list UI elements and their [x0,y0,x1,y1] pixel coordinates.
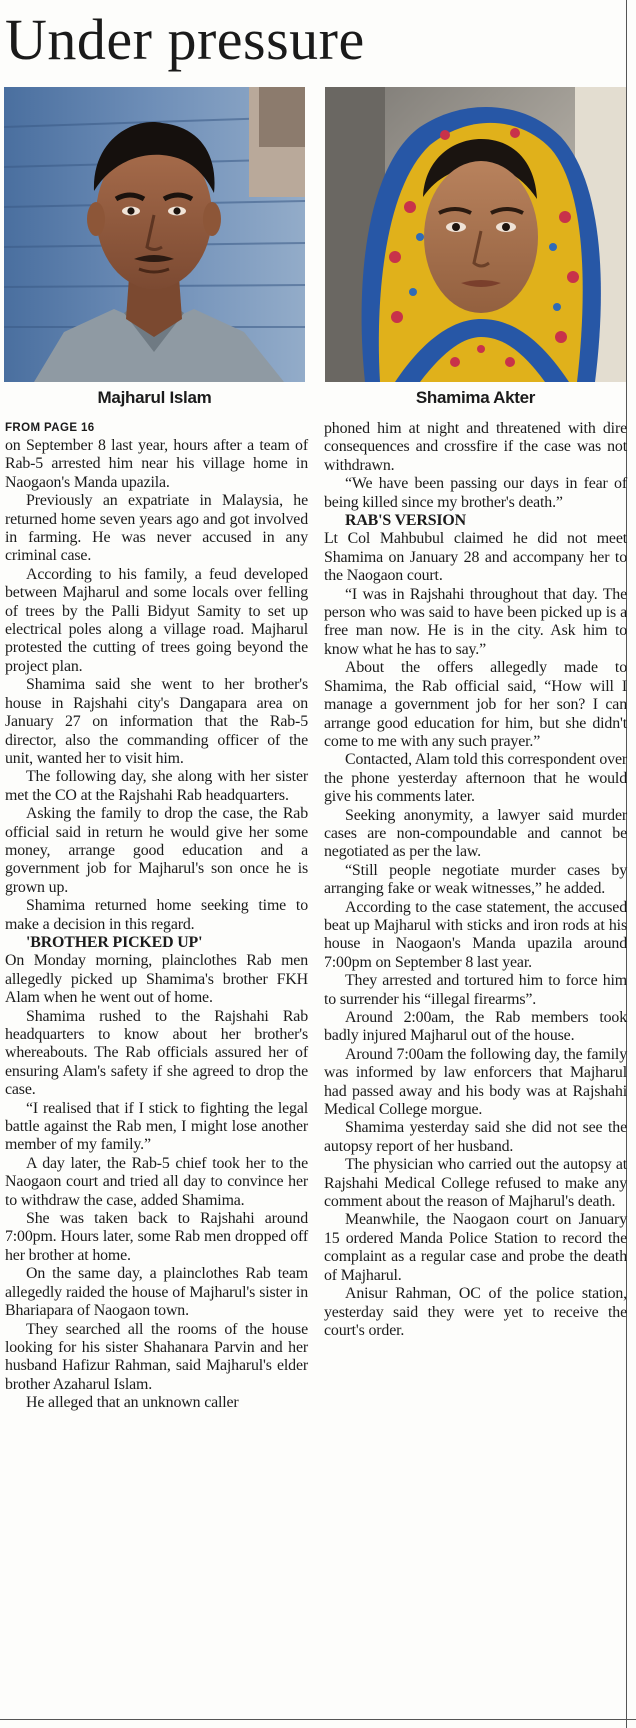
column-rule-bottom [0,1719,636,1720]
paragraph: on September 8 last year, hours after a team of Rab-5 arrested him near his village home in Naogaon's Manda upazila. [5,437,308,491]
paragraph: Contacted, Alam told this correspondent over the phone yesterday afternoon that he would give his comments later. [324,751,628,806]
dateline: FROM PAGE 16 [5,422,95,434]
paragraph: “I realised that if I stick to fighting the legal battle against the Rab men, I might lose another member of my family.” [5,1099,308,1154]
paragraph: Shamima said she went to her brother's house in Rajshahi city's Dangapara area on January 27 on information that the Rab-5 director, also the commanding officer of the unit, wanted her to visit him. [5,676,308,767]
photo-caption-majharul: Majharul Islam [97,388,212,407]
paragraph: About the offers allegedly made to Shamima, the Rab official said, “How will I manage a government job for her son? I can arrange good education for him, but she didn't come to me with any such prayer.” [324,659,627,750]
paragraph: Previously an expatriate in Malaysia, he returned home seven years ago and got involved in farming. He was never accused in any criminal case. [5,492,308,565]
subhead-rabs-version: RAB'S VERSION [345,512,466,530]
paragraph: Lt Col Mahbubul claimed he did not meet Shamima on January 28 and accompany her to the Naogaon court. [324,530,627,585]
paragraph: Shamima rushed to the Rajshahi Rab headquarters to know about her brother's whereabouts. The Rab officials assured her of ensuring Alam's safety if she agreed to drop the case. [5,1007,308,1099]
paragraph: Shamima returned home seeking time to make a decision in this regard. [5,897,308,933]
paragraph: She was taken back to Rajshahi around 7:00pm. Hours later, some Rab men dropped off her brother at home. [5,1210,308,1264]
paragraph: phoned him at night and threatened with dire consequences and crossfire if the case was not withdrawn. [324,420,627,474]
paragraph: “I was in Rajshahi throughout that day. The person who was said to have been picked up is a free man now. He is in the city. Ask him to know what he has to say.” [324,585,627,658]
paragraph: On the same day, a plainclothes Rab team allegedly raided the house of Majharul's sister in Bhariapara of Naogaon town. [5,1265,308,1320]
paragraph: “Still people negotiate murder cases by arranging fake or weak witnesses,” he added. [324,861,627,898]
photo-shamima-akter [325,87,626,382]
paragraph: On Monday morning, plainclothes Rab men allegedly picked up Shamima's brother FKH Alam when he went out of home. [5,952,308,1007]
paragraph: He alleged that an unknown caller [26,1394,239,1412]
paragraph: Meanwhile, the Naogaon court on January 15 ordered Manda Police Station to record the complaint as a regular case and probe the death of Majharul. [324,1211,627,1284]
paragraph: Asking the family to drop the case, the Rab official said in return he would give her some money, arrange good education and a government job for Majharul's son once he is grown up. [5,805,308,896]
photo-caption-shamima: Shamima Akter [415,388,536,407]
photo-majharul-islam [4,87,305,382]
article-column-left [5,420,308,1413]
paragraph: Around 7:00am the following day, the family was informed by law enforcers that Majharul had passed away and his body was at Rajshahi Medical College morgue. [324,1045,627,1119]
paragraph: A day later, the Rab-5 chief took her to the Naogaon court and tried all day to convince her to withdraw the case, added Shamima. [5,1154,308,1209]
paragraph: According to the case statement, the accused beat up Majharul with sticks and iron rods at his house in Naogaon's Manda upazila around 7:00pm on September 8 last year. [324,898,627,971]
article-column-right [324,420,627,1340]
paragraph: The following day, she along with her sister met the CO at the Rajshahi Rab headquarters. [5,768,308,804]
paragraph: They arrested and tortured him to force him to surrender his “illegal firearms”. [324,972,627,1008]
paragraph: Anisur Rahman, OC of the police station, yesterday said they were yet to receive the court's order. [324,1285,627,1339]
paragraph: Around 2:00am, the Rab members took badly injured Majharul out of the house. [324,1009,627,1045]
paragraph: Seeking anonymity, a lawyer said murder cases are non-compoundable and cannot be negotiated as per the law. [324,806,627,861]
paragraph: The physician who carried out the autopsy at Rajshahi Medical College refused to make any comment about the reason of Majharul's death. [324,1156,627,1211]
subhead-brother-picked-up: 'BROTHER PICKED UP' [26,933,203,951]
headline: Under pressure [5,7,365,72]
paragraph: According to his family, a feud developed between Majharul and some locals over felling of trees by the Palli Bidyut Samity to set up electrical poles along a village road. Majharul protested the cutting of trees going beyond the project plan. [5,565,308,675]
paragraph: Shamima yesterday said she did not see the autopsy report of her husband. [324,1119,627,1155]
paragraph: They searched all the rooms of the house looking for his sister Shahanara Parvin and her husband Hafizur Rahman, said Majharul's elder brother Azaharul Islam. [5,1320,308,1393]
paragraph: “We have been passing our days in fear of being killed since my brother's death.” [324,475,627,511]
